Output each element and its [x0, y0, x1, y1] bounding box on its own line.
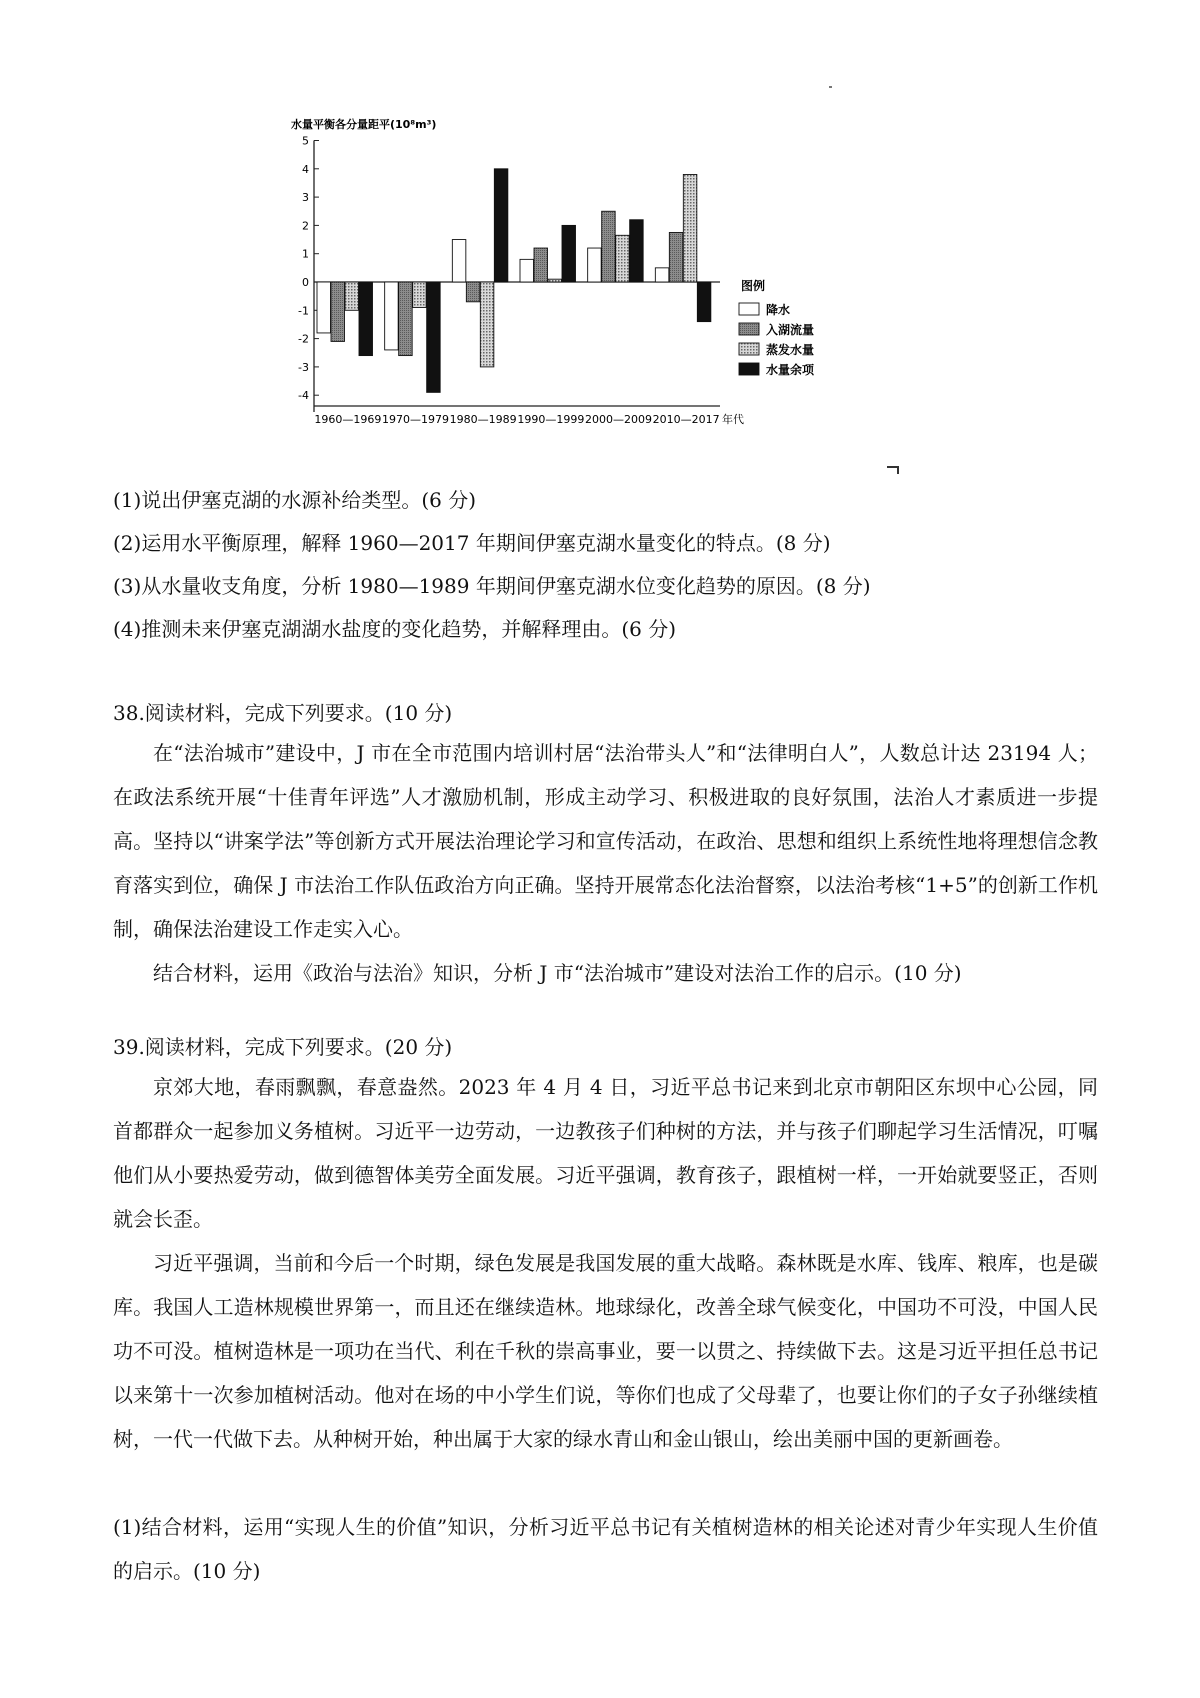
bar-2-1 [466, 282, 480, 302]
bar-5-1 [669, 232, 683, 282]
scan-speck [829, 86, 832, 88]
bar-5-2 [683, 174, 697, 282]
water-balance-chart [291, 112, 900, 472]
x-axis-label: 年代 [722, 413, 744, 426]
bar-5-0 [655, 268, 669, 282]
x-tick-label-3: 1990—1999 [517, 413, 585, 426]
question-38-material: 在“法治城市”建设中，J 市在全市范围内培训村居“法治带头人”和“法律明白人”，人数总计达 23194 人；在政法系统开展“十佳青年评选”人才激励机制，形成主动学习、积极进取的良好氛围，法治人才素质进一步提高。坚持以“讲案学法”等创新方式开展法治理论学习和宣传活动，在政治、思想和组织上系统性地将理想信念教育落实到位，确保 J 市法治工作队伍政治方向正确。坚持开展常态化法治督察，以法治考核“1+5”的创新工作机制，确保法治建设工作走实入心。 [113, 741, 1098, 941]
question-39-material-1: 京郊大地，春雨飘飘，春意盎然。2023 年 4 月 4 日，习近平总书记来到北京市朝阳区东坝中心公园，同首都群众一起参加义务植树。习近平一边劳动，一边教孩子们种树的方法，并与孩子们聊起学习生活情况，叮嘱他们从小要热爱劳动，做到德智体美劳全面发展。习近平强调，教育孩子，跟植树一样，一开始就要竖正，否则就会长歪。 [113, 1075, 1098, 1231]
bar-0-0 [317, 282, 331, 333]
question-37-1: (1)说出伊塞克湖的水源补给类型。(6 分) [113, 488, 477, 512]
question-37-4: (4)推测未来伊塞克湖湖水盐度的变化趋势，并解释理由。(6 分) [113, 617, 677, 641]
question-39-material-2: 习近平强调，当前和今后一个时期，绿色发展是我国发展的重大战略。森林既是水库、钱库、粮库，也是碳库。我国人工造林规模世界第一，而且还在继续造林。地球绿化，改善全球气候变化，中国功不可没，中国人民功不可没。植树造林是一项功在当代、利在千秋的崇高事业，要一以贯之、持续做下去。这是习近平担任总书记以来第十一次参加植树活动。他对在场的中小学生们说，等你们也成了父母辈了，也要让你们的子女子孙继续植树，一代一代做下去。从种树开始，种出属于大家的绿水青山和金山银山，绘出美丽中国的更新画卷。 [113, 1251, 1098, 1451]
x-tick-label-0: 1960—1969 [314, 413, 382, 426]
x-tick-label-5: 2010—2017 [652, 413, 720, 426]
bar-1-0 [385, 282, 399, 350]
x-tick-label-2: 1980—1989 [449, 413, 517, 426]
legend-swatch-1 [739, 323, 759, 335]
legend-title: 图例 [741, 279, 766, 293]
y-tick-label-0: 5 [302, 134, 309, 148]
bar-2-2 [480, 282, 494, 367]
scan-corner-mark [887, 466, 899, 474]
y-tick-label-2: 3 [302, 191, 309, 205]
legend-label-2: 蒸发水量 [766, 343, 815, 357]
bar-1-1 [399, 282, 413, 356]
x-tick-label-4: 2000—2009 [585, 413, 652, 426]
bar-0-2 [345, 282, 359, 310]
question-39-task-1: (1)结合材料，运用“实现人生的价值”知识，分析习近平总书记有关植树造林的相关论述对青少年实现人生价值的启示。(10 分) [113, 1515, 1098, 1583]
bar-3-0 [520, 259, 534, 282]
bar-3-1 [534, 248, 548, 282]
bar-1-2 [413, 282, 427, 307]
bar-5-3 [697, 282, 711, 322]
bar-4-0 [588, 248, 602, 282]
legend-label-0: 降水 [766, 303, 791, 317]
question-39-title: 39.阅读材料，完成下列要求。(20 分) [113, 1035, 453, 1059]
y-tick-label-1: 4 [302, 162, 309, 176]
chart-svg [291, 112, 900, 472]
legend-label-3: 水量余项 [766, 363, 815, 377]
x-tick-label-1: 1970—1979 [382, 413, 449, 426]
bar-4-2 [616, 235, 630, 282]
bar-4-1 [602, 211, 616, 282]
y-tick-label-4: 1 [302, 247, 309, 261]
y-tick-label-8: -3 [298, 360, 309, 374]
y-tick-label-6: -1 [298, 304, 309, 318]
legend-swatch-3 [739, 363, 759, 375]
question-38-title: 38.阅读材料，完成下列要求。(10 分) [113, 701, 453, 725]
bar-0-1 [331, 282, 345, 341]
legend-swatch-2 [739, 343, 759, 355]
legend-label-1: 入湖流量 [766, 323, 815, 337]
question-37-3: (3)从水量收支角度，分析 1980—1989 年期间伊塞克湖水位变化趋势的原因。(8 分) [113, 574, 871, 598]
question-38-task: 结合材料，运用《政治与法治》知识，分析 J 市“法治城市”建设对法治工作的启示。(10 分) [153, 961, 962, 985]
y-tick-label-5: 0 [302, 276, 309, 289]
bar-4-3 [630, 220, 644, 282]
y-tick-label-9: -4 [298, 389, 309, 403]
question-37-2: (2)运用水平衡原理，解释 1960—2017 年期间伊塞克湖水量变化的特点。(8 分) [113, 531, 831, 555]
bar-2-3 [494, 169, 508, 282]
legend-swatch-0 [739, 303, 759, 315]
bar-1-3 [427, 282, 441, 392]
bar-0-3 [359, 282, 373, 356]
bar-2-0 [452, 240, 466, 282]
bar-3-3 [562, 225, 576, 282]
chart-title: 水量平衡各分量距平(10⁸m³) [291, 118, 437, 131]
y-tick-label-3: 2 [302, 219, 309, 233]
y-tick-label-7: -2 [298, 332, 309, 346]
bar-3-2 [548, 279, 562, 282]
